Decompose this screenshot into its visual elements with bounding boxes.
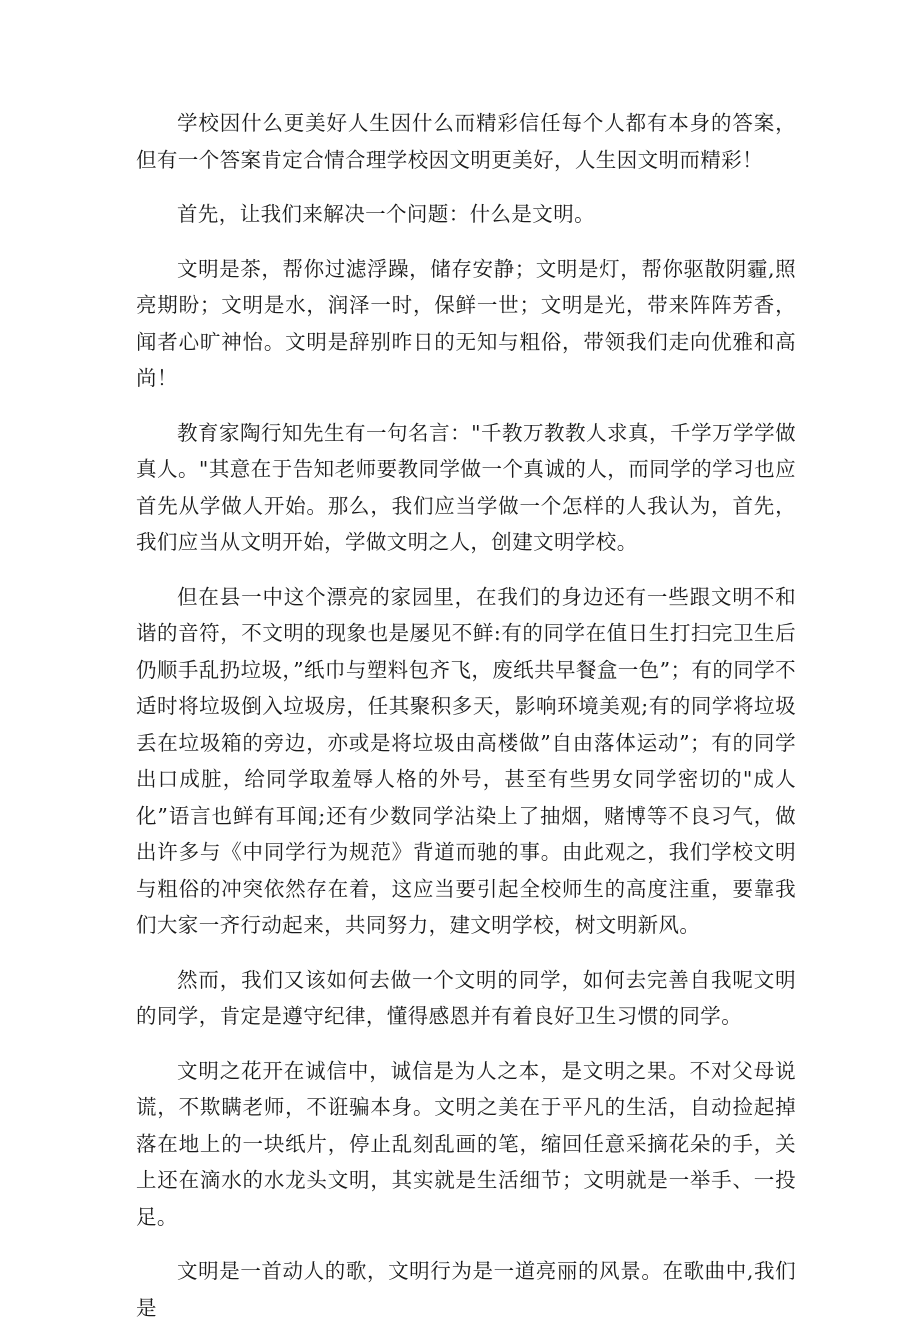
paragraph-3: 文明是茶，帮你过滤浮躁，储存安静；文明是灯，帮你驱散阴霾,照亮期盼；文明是水，润泽一时，保鲜一世；文明是光，带来阵阵芳香，闻者心旷神怡。文明是辞别昨日的无知与粗俗，带领我们走向优雅和高尚！: [136, 256, 796, 390]
paragraph-5: 但在县一中这个漂亮的家园里，在我们的身边还有一些跟文明不和谐的音符，不文明的现象也是屡见不鲜:有的同学在值日生打扫完卫生后仍顺手乱扔垃圾，”纸巾与塑料包齐飞，废纸共早餐盒一色”；有的同学不适时将垃圾倒入垃圾房，任其聚积多天，影响环境美观;有的同学将垃圾丢在垃圾箱的旁边，亦或是将垃圾由高楼做”自由落体运动”；有的同学出口成脏，给同学取羞辱人格的外号，甚至有些男女同学密切的"成人化”语言也鲜有耳闻;还有少数同学沾染上了抽烟，赌博等不良习气，做出许多与《中同学行为规范》背道而驰的事。由此观之，我们学校文明与粗俗的冲突依然存在着，这应当要引起全校师生的高度注重，要靠我们大家一齐行动起来，共同努力，建文明学校，树文明新风。: [136, 584, 796, 937]
paragraph-2: 首先，让我们来解决一个问题：什么是文明。: [177, 202, 595, 226]
document-body: [136, 105, 796, 1344]
paragraph-8: 文明是一首动人的歌，文明行为是一道亮丽的风景。在歌曲中,我们是: [136, 1259, 796, 1320]
paragraph-7: 文明之花开在诚信中，诚信是为人之本，是文明之果。不对父母说谎，不欺瞒老师，不诳骗本身。文明之美在于平凡的生活，自动捡起掉落在地上的一块纸片，停止乱刻乱画的笔，缩回任意采摘花朵的手，关上还在滴水的水龙头文明，其实就是生活细节；文明就是一举手、一投足。: [136, 1058, 796, 1229]
paragraph-4: 教育家陶行知先生有一句名言："千教万教教人求真，千学万学学做真人。"其意在于告知老师要教同学做一个真诚的人，而同学的学习也应首先从学做人开始。那么，我们应当学做一个怎样的人我认为，首先，我们应当从文明开始，学做文明之人，创建文明学校。: [136, 420, 796, 554]
paragraph-1: 学校因什么更美好人生因什么而精彩信任每个人都有本身的答案，但有一个答案肯定合情合理学校因文明更美好，人生因文明而精彩！: [136, 111, 796, 172]
paragraph-6: 然而，我们又该如何去做一个文明的同学，如何去完善自我呢文明的同学，肯定是遵守纪律，懂得感恩并有着良好卫生习惯的同学。: [136, 967, 796, 1028]
